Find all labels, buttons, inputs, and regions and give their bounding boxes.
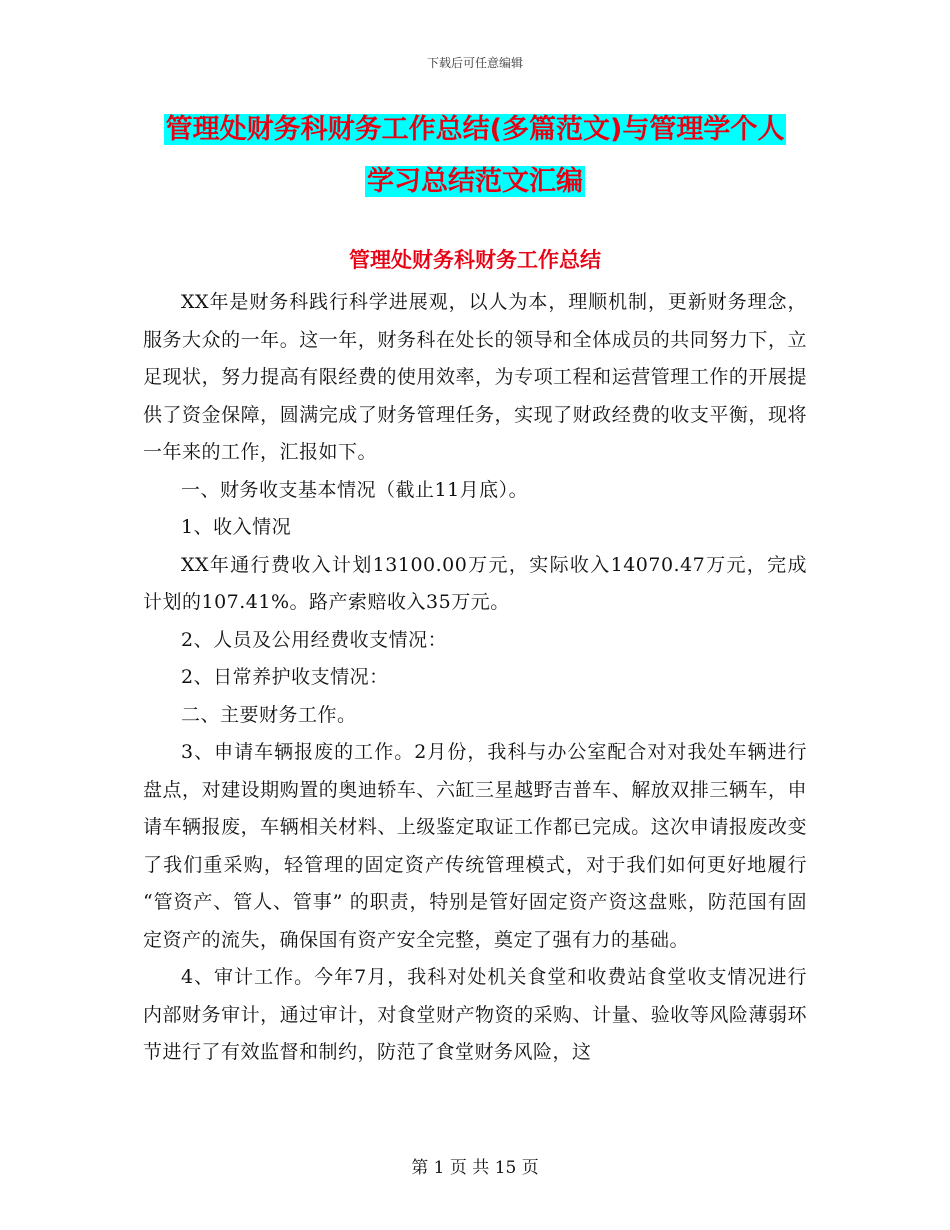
paragraph: 二、主要财务工作。 [181, 703, 357, 726]
document-title [0, 104, 950, 208]
page-footer: 第 1 页 共 15 页 [411, 1158, 539, 1178]
header-note: 下载后可任意编辑 [426, 56, 523, 70]
paragraph: XX年是财务科践行科学进展观，以人为本，理顺机制，更新财务理念，服务大众的一年。这一年，财务科在处长的领导和全体成员的共同努力下，立足现状，努力提高有限经费的使用效率，为专项工程和运营管理工作的开展提供了资金保障，圆满完成了财务管理任务，实现了财政经费的收支平衡，现将一年来的工作，汇报如下。 [143, 291, 807, 463]
paragraph: 一、财务收支基本情况（截止11月底）。 [181, 478, 529, 501]
paragraph: 2、人员及公用经费收支情况： [181, 628, 448, 651]
body-text [143, 284, 807, 1072]
title-line-1: 管理处财务科财务工作总结(多篇范文)与管理学个人 [165, 114, 785, 145]
paragraph: 3、申请车辆报废的工作。2月份，我科与办公室配合对对我处车辆进行盘点，对建设期购置的奥迪轿车、六缸三星越野吉普车、解放双排三辆车，申请车辆报废，车辆相关材料、上级鉴定取证工作都已完成。这次申请报废改变了我们重采购，轻管理的固定资产传统管理模式，对于我们如何更好地履行 “管资产、管人、管事” 的职责，特别是管好固定资产资这盘账，防范国有固定资产的流失，确保国有资产安全完整，奠定了强有力的基础。 [143, 741, 807, 951]
paragraph: 1、收入情况 [181, 516, 292, 538]
paragraph: 2、日常养护收支情况： [181, 666, 389, 688]
title-line-2: 学习总结范文汇编 [367, 166, 583, 197]
section-title: 管理处财务科财务工作总结 [349, 248, 601, 272]
paragraph: 4、审计工作。今年7月，我科对处机关食堂和收费站食堂收支情况进行内部财务审计，通过审计，对食堂财产物资的采购、计量、验收等风险薄弱环节进行了有效监督和制约，防范了食堂财务风险，这 [143, 966, 807, 1063]
paragraph: XX年通行费收入计划13100.00万元，实际收入14070.47万元，完成计划的107.41%。路产索赔收入35万元。 [143, 553, 807, 613]
